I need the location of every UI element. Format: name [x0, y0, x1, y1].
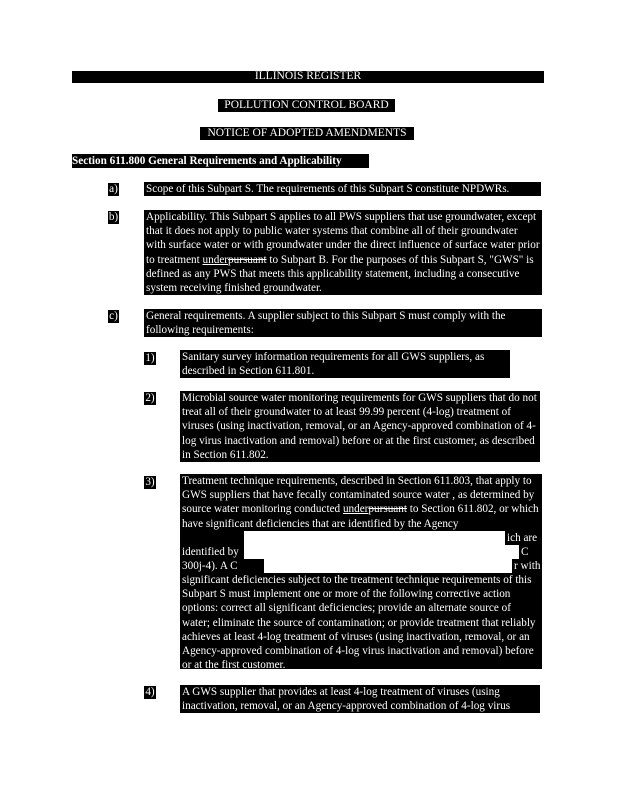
sub-3-underline: under [342, 503, 369, 516]
sub-3-fragment-3: ich are [505, 531, 542, 545]
sub-3-fragment-6: 300j-4). A C [180, 559, 264, 573]
sub-1-text: Sanitary survey information requirements for all GWS suppliers, as described in Section 611.801. [180, 350, 510, 378]
item-b-text [144, 210, 542, 295]
sub-3-text-2: to Section 611.802, or which have significant deficiencies that are identified by the Agency [182, 503, 539, 530]
sub-3-fragment-5: C [519, 545, 542, 559]
redaction-block [244, 531, 519, 567]
item-c-text: General requirements. A supplier subject to this Subpart S must comply with the following requirements: [144, 309, 542, 337]
sub-4-text: A GWS supplier that provides at least 4-log treatment of viruses (using inactivation, removal, or an Agency-approved combination of 4-log virus [180, 685, 540, 713]
item-b-strike: pursuant [228, 253, 267, 266]
sub-4-label: 4) [145, 686, 155, 698]
item-b-label: b) [108, 211, 119, 223]
notice-title: NOTICE OF ADOPTED AMENDMENTS [207, 127, 407, 139]
sub-2-label: 2) [145, 392, 155, 404]
sub-3-fragment-8: significant deficiencies subject to the treatment technique requirements of this Subpart S must implement one or more of the following corrective action options: correct all significant deficiencies; provide an alternate source of water; eliminate the source of contamination; or provide treatment that reliably achieves at least 4-log treatment of viruses (using inactivation, removal, or an Agency-approved combination of 4-log virus inactivation and removal) before or at the first customer. [180, 573, 542, 669]
board-title: POLLUTION CONTROL BOARD [224, 99, 389, 111]
register-title: ILLINOIS REGISTER [254, 70, 362, 82]
item-c-label: c) [109, 310, 118, 322]
sub-1-label: 1) [145, 352, 155, 364]
item-a-label: a) [109, 183, 118, 195]
sub-3-text-1: Treatment technique requirements, described in Section 611.803, that apply to GWS suppliers that have fecally contaminated source water , as determined by source water monitoring conducted [182, 475, 535, 516]
section-heading: Section 611.800 General Requirements and Applicability [72, 155, 342, 167]
item-b-text-1: Applicability. This Subpart S applies to all PWS suppliers that use groundwater, except that it does not apply to public water systems that combine all of their groundwater with surface water or with groundwater under the direct influence of surface water prior to treatment [146, 211, 540, 266]
sub-3-fragment-7: r with [514, 560, 541, 572]
sub-3-strike: pursuant [368, 503, 407, 516]
item-a-text: Scope of this Subpart S. The requirements of this Subpart S constitute NPDWRs. [144, 182, 541, 196]
item-b-underline: under [202, 253, 229, 266]
sub-2-text: Microbial source water monitoring requirements for GWS suppliers that do not treat all of their groundwater to at least 99.99 percent (4-log) treatment of viruses (using inactivation, removal, or an Agency-approved combination of 4-log virus inactivation and removal) before or at the first customer, as described in Section 611.802. [180, 391, 540, 462]
sub-3-fragment-4: identified by [180, 545, 244, 559]
item-b-text-2: to Subpart B. For the purposes of this Subpart S, "GWS" is defined as any PWS that meets this applicability statement, including a consecutive system receiving finished groundwater. [146, 253, 534, 295]
sub-3-label: 3) [145, 476, 155, 488]
